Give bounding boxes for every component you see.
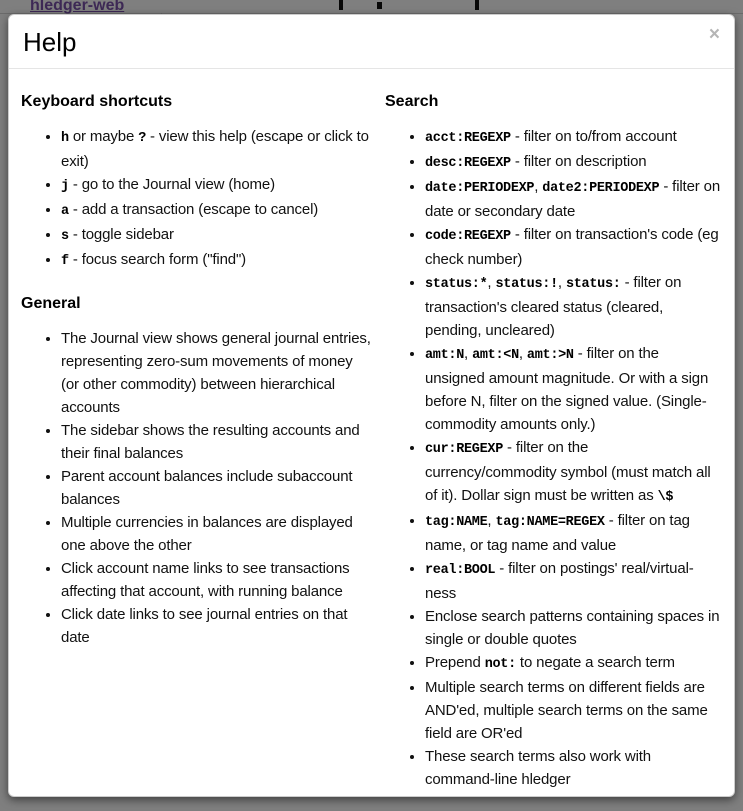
list-item: • h or maybe ? - view this help (escape or click to exit) — [61, 125, 373, 173]
list-item: • cur:REGEXP - filter on the currency/commodity symbol (must match all of it). Dollar sign must be written as \$ — [425, 436, 722, 509]
list-item: • code:REGEXP - filter on transaction's code (eg check number) — [425, 223, 722, 271]
list-item: • acct:REGEXP - filter on to/from account — [425, 125, 722, 150]
code-term: ? — [138, 131, 146, 146]
list-item: • Click date links to see journal entries on that date — [61, 603, 373, 649]
list-item: • f - focus search form ("find") — [61, 248, 373, 273]
list-item: • real:BOOL - filter on postings' real/virtual-ness — [425, 557, 722, 605]
code-term: real:BOOL — [425, 563, 496, 578]
code-term: tag:NAME — [425, 515, 488, 530]
list-item: • Prepend not: to negate a search term — [425, 651, 722, 676]
code-term: j — [61, 179, 69, 194]
list-item: • The sidebar shows the resulting accounts and their final balances — [61, 419, 373, 465]
code-term: amt:N — [425, 348, 465, 363]
modal-body — [9, 69, 734, 797]
section-heading: Search — [385, 93, 439, 110]
list-item: • j - go to the Journal view (home) — [61, 173, 373, 198]
code-term: amt:>N — [526, 348, 574, 363]
code-term: desc:REGEXP — [425, 156, 511, 171]
list-item: • status:*, status:!, status: - filter on transaction's cleared status (cleared, pending, uncleared) — [425, 271, 722, 342]
code-term: date2:PERIODEXP — [542, 181, 660, 196]
list-item: • Multiple search terms on different fields are AND'ed, multiple search terms on the same field are OR'ed — [425, 676, 722, 745]
help-column-left — [21, 75, 373, 791]
code-term: \$ — [657, 490, 674, 505]
close-icon[interactable]: × — [705, 21, 724, 48]
list-item: • tag:NAME, tag:NAME=REGEX - filter on tag name, or tag name and value — [425, 509, 722, 557]
code-term: h — [61, 131, 69, 146]
code-term: date:PERIODEXP — [425, 181, 535, 196]
list-item: • a - add a transaction (escape to cancel) — [61, 198, 373, 223]
section-heading: Keyboard shortcuts — [21, 93, 173, 110]
list-item: • date:PERIODEXP, date2:PERIODEXP - filter on date or secondary date — [425, 175, 722, 223]
list-item: • s - toggle sidebar — [61, 223, 373, 248]
code-term: status: — [565, 277, 621, 292]
modal-header — [9, 15, 734, 69]
help-list — [385, 125, 722, 791]
list-item: • Parent account balances include subaccount balances — [61, 465, 373, 511]
list-item: • desc:REGEXP - filter on description — [425, 150, 722, 175]
help-modal — [8, 14, 735, 797]
code-term: status:! — [495, 277, 558, 292]
code-term: tag:NAME=REGEX — [495, 515, 605, 530]
section-heading: General — [21, 295, 81, 312]
help-list — [21, 327, 373, 649]
code-term: cur:REGEXP — [425, 442, 504, 457]
help-column-right — [385, 75, 722, 791]
list-item: • Multiple currencies in balances are displayed one above the other — [61, 511, 373, 557]
code-term: f — [61, 254, 69, 269]
modal-title: Help — [23, 27, 77, 57]
list-item: • amt:N, amt:<N, amt:>N - filter on the unsigned amount magnitude. Or with a sign before N, filter on the signed value. (Single-commodity amounts only.) — [425, 342, 722, 436]
list-item: • The Journal view shows general journal entries, representing zero-sum movements of money (or other commodity) between hierarchical accounts — [61, 327, 373, 419]
code-term: s — [61, 229, 69, 244]
code-term: status:* — [425, 277, 488, 292]
code-term: a — [61, 204, 69, 219]
list-item: • Enclose search patterns containing spaces in single or double quotes — [425, 605, 722, 651]
code-term: amt:<N — [472, 348, 519, 363]
help-list — [21, 125, 373, 273]
list-item: • Click account name links to see transactions affecting that account, with running balance — [61, 557, 373, 603]
code-term: code:REGEXP — [425, 229, 511, 244]
list-item: • These search terms also work with command-line hledger — [425, 745, 722, 791]
code-term: acct:REGEXP — [425, 131, 511, 146]
code-term: not: — [484, 657, 516, 672]
